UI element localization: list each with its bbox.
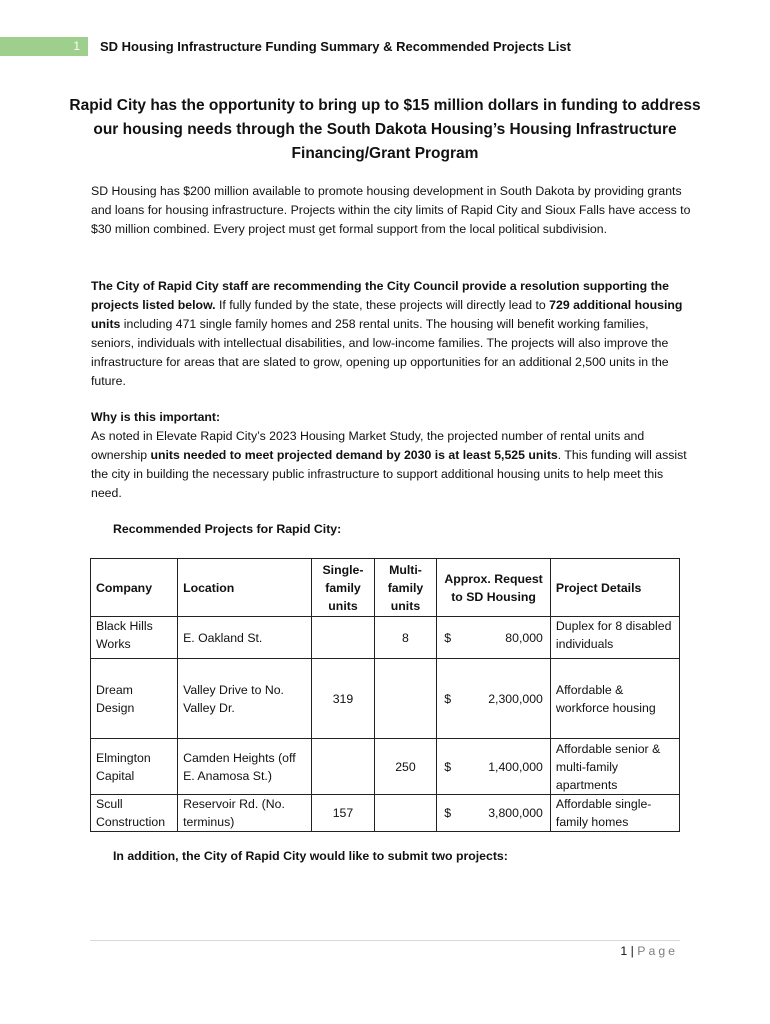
page-number-tab: 1 [0,37,88,56]
header-multi-family: Multi-family units [374,559,436,617]
cell-request [437,659,551,739]
page-title: Rapid City has the opportunity to bring up to $15 million dollars in funding to address our housing needs through the South Dakota Housing’s Housing Infrastructure Financing/Grant Program [69,97,701,162]
header-single-family: Single-family units [312,559,374,617]
projects-heading: Recommended Projects for Rapid City: [113,522,342,536]
projects-table [90,558,680,832]
request-amount: 2,300,000 [488,691,543,706]
cell-details: Affordable & workforce housing [550,659,679,739]
addition-heading: In addition, the City of Rapid City would like to submit two projects: [113,849,508,863]
recommendation-lead: The City of Rapid City staff are recommending the City Council provide a resolution supporting the projects listed below. [91,279,670,312]
importance-text-1: As noted in Elevate Rapid City’s 2023 Housing Market Study, the projected number of rental units and ownership [91,429,645,462]
recommendation-paragraph [91,277,691,391]
recommendation-units: 729 additional housing units [91,298,683,331]
cell-multi: 250 [374,739,436,795]
currency-symbol: $ [444,759,452,774]
cell-request [437,617,551,659]
header-company: Company [91,559,178,617]
currency-symbol: $ [444,630,452,645]
cell-details: Duplex for 8 disabled individuals [550,617,679,659]
cell-location: E. Oakland St. [178,617,312,659]
cell-location: Reservoir Rd. (No. terminus) [178,795,312,832]
recommendation-text-1: If fully funded by the state, these projects will directly lead to [215,298,550,312]
cell-single: 319 [312,659,374,739]
cell-company: Scull Construction [91,795,178,832]
cell-location: Valley Drive to No. Valley Dr. [178,659,312,739]
table-row [91,795,680,832]
cell-location: Camden Heights (off E. Anamosa St.) [178,739,312,795]
cell-single [312,739,374,795]
cell-multi: 8 [374,617,436,659]
header-title: SD Housing Infrastructure Funding Summary & Recommended Projects List [100,39,571,54]
footer-separator: | [630,944,634,958]
cell-company: Dream Design [91,659,178,739]
page-footer [620,944,678,958]
intro-paragraph: SD Housing has $200 million available to promote housing development in South Dakota by providing grants and loans for housing infrastructure. Projects within the city limits of Rapid City and Sioux Falls have access to $30 million combined. Every project must get formal support from the local political subdivision. [91,184,691,236]
header-details: Project Details [550,559,679,617]
request-amount: 80,000 [505,630,543,645]
table-header-row [91,559,680,617]
cell-multi [374,659,436,739]
footer-page-label: Page [637,944,678,958]
request-amount: 3,800,000 [488,806,543,820]
footer-divider [90,940,680,941]
footer-page-number: 1 [620,944,628,958]
request-amount: 1,400,000 [488,759,543,774]
importance-heading: Why is this important: [91,410,221,424]
importance-bold: units needed to meet projected demand by 2030 is at least 5,525 units [150,448,558,462]
cell-details: Affordable senior & multi-family apartments [550,739,679,795]
cell-details: Affordable single-family homes [550,795,679,832]
table-row [91,659,680,739]
cell-request [437,795,551,832]
cell-multi [374,795,436,832]
importance-text-2: . This funding will assist the city in building the necessary public infrastructure to support additional housing units to help meet this need. [91,448,687,500]
recommendation-text-2: including 471 single family homes and 258 rental units. The housing will benefit working families, seniors, individuals with intellectual disabilities, and low-income families. The projects will also improve the infrastructure for areas that are slated to grow, opening up opportunities for an additional 2,500 units in the future. [91,317,669,388]
importance-section [91,408,691,503]
cell-company: Black Hills Works [91,617,178,659]
cell-single: 157 [312,795,374,832]
currency-symbol: $ [444,806,452,820]
table-row [91,617,680,659]
cell-single [312,617,374,659]
header-request: Approx. Request to SD Housing [437,559,551,617]
cell-company: Elmington Capital [91,739,178,795]
cell-request [437,739,551,795]
currency-symbol: $ [444,691,452,706]
table-row [91,739,680,795]
header-location: Location [178,559,312,617]
